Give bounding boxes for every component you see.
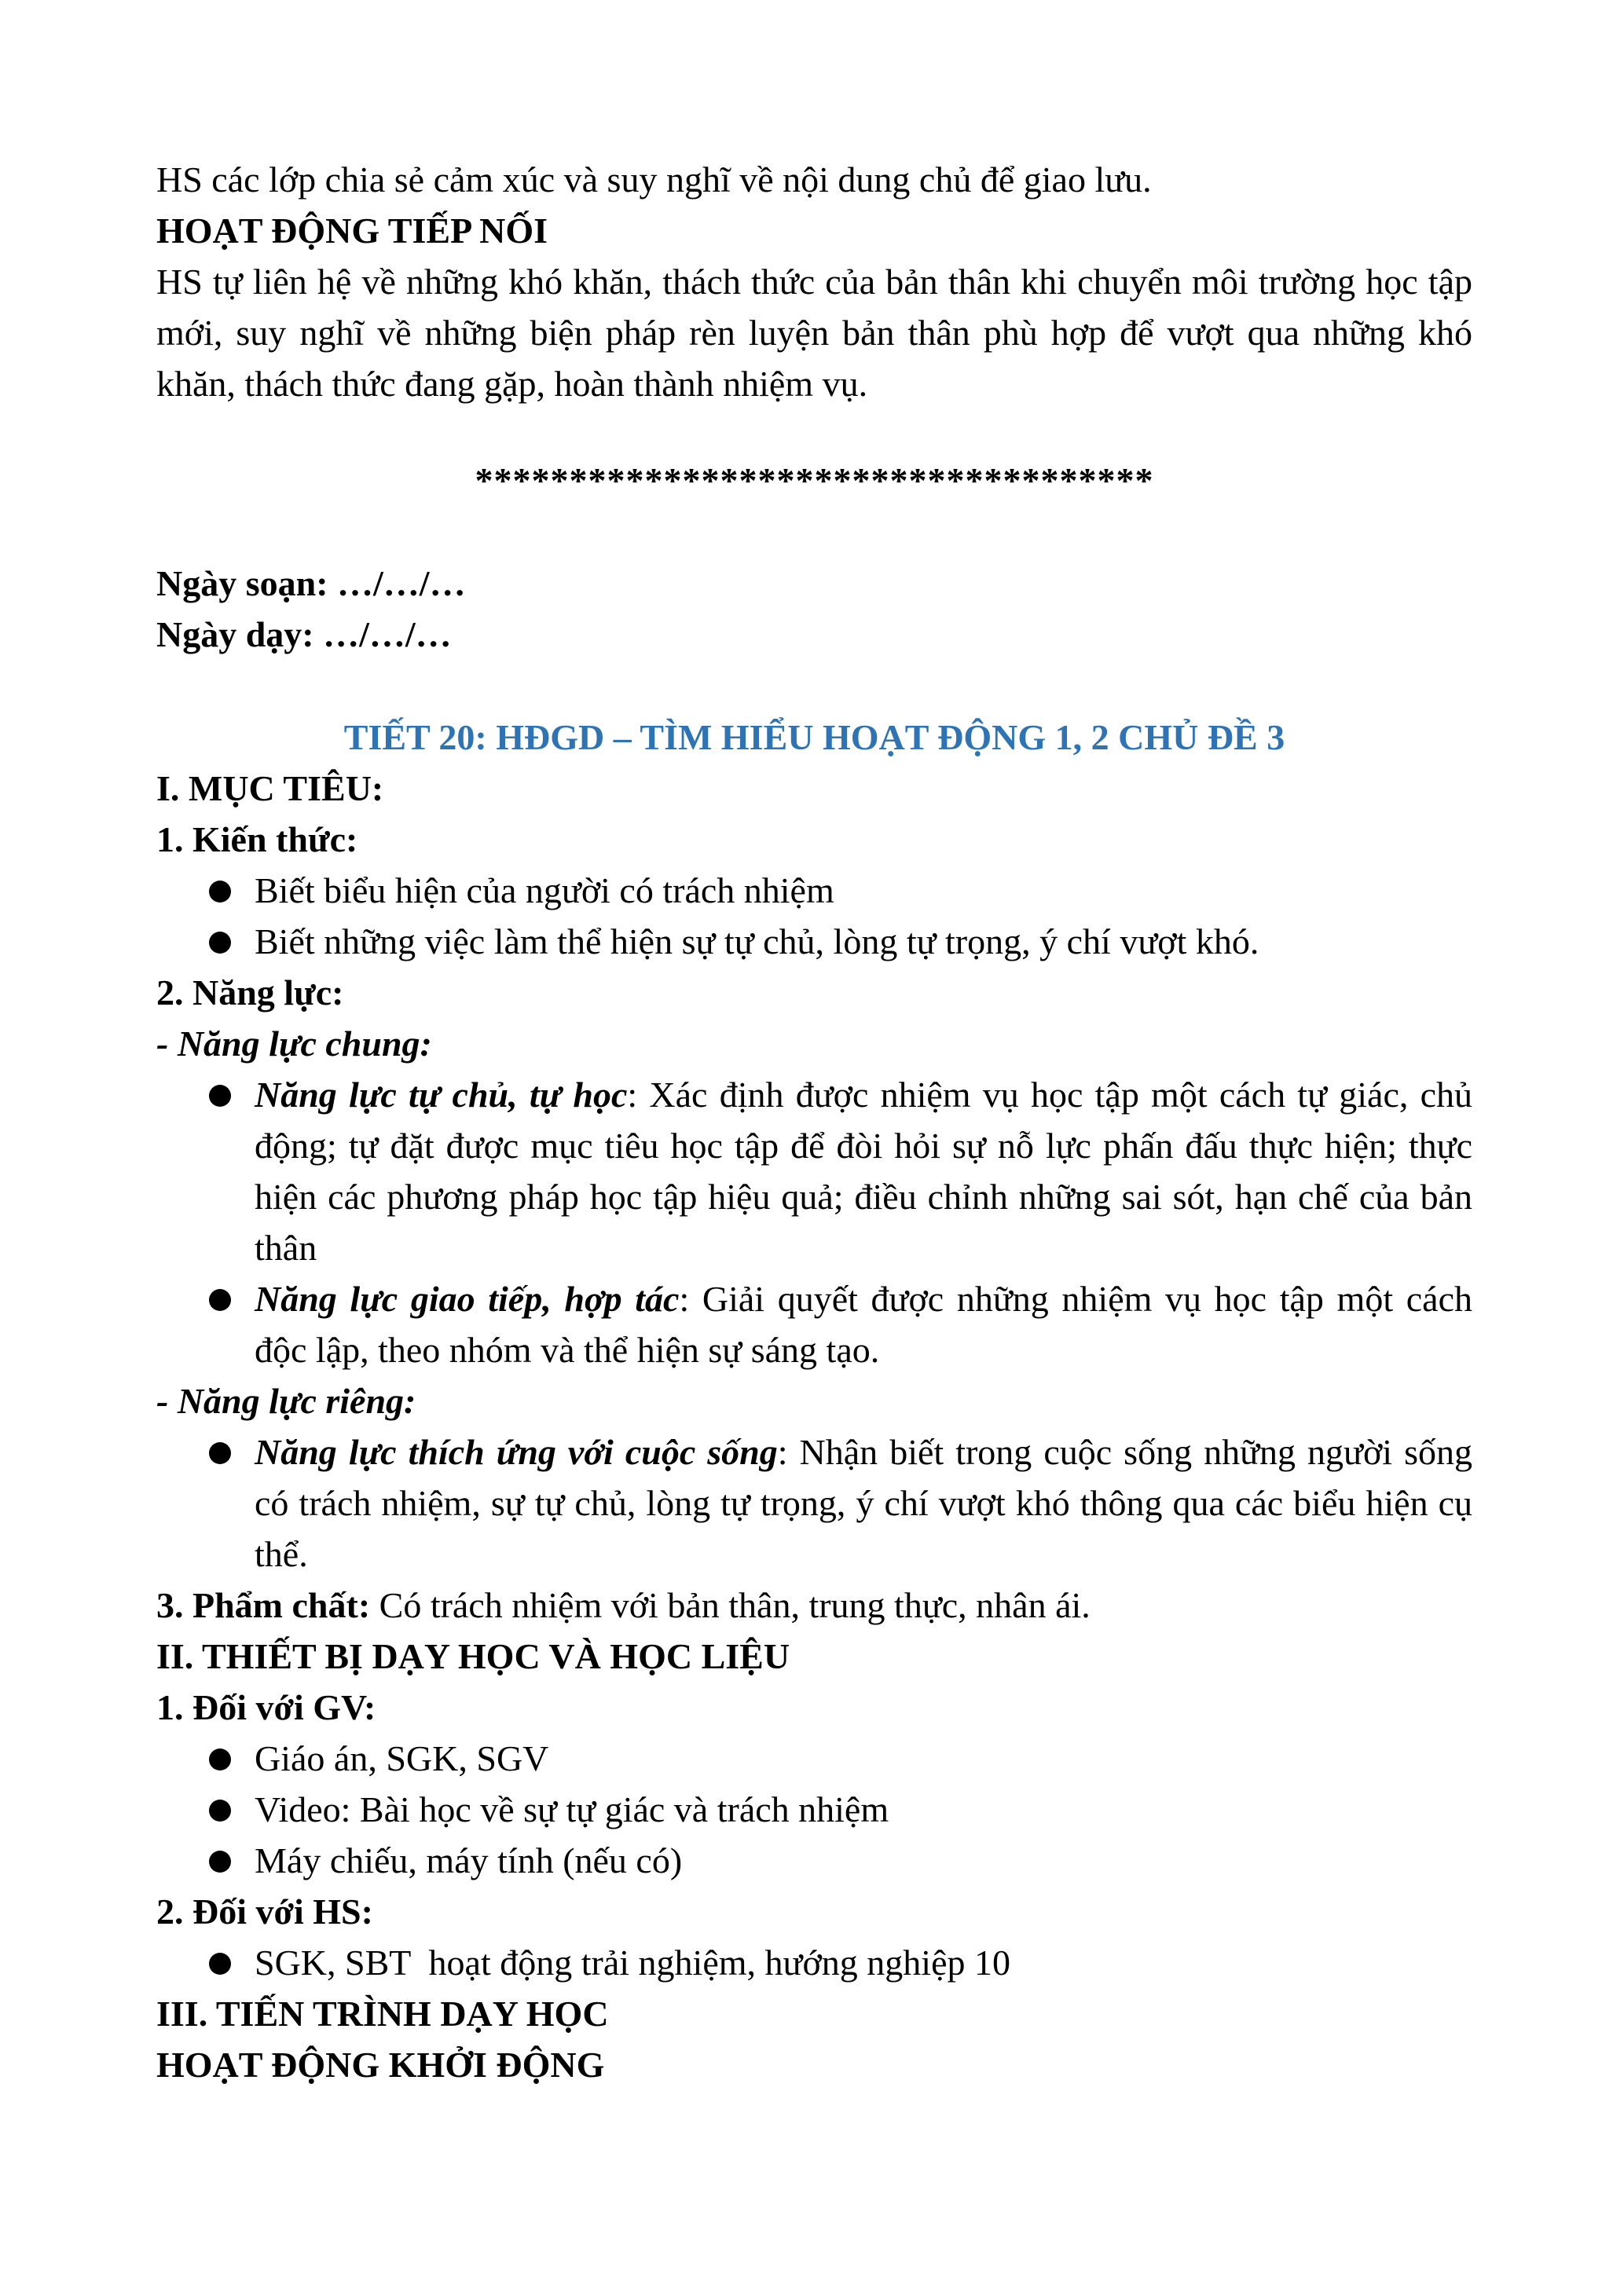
student-list xyxy=(156,1937,1472,1988)
separator-stars: ************************************ xyxy=(475,460,1154,500)
bullet-icon xyxy=(209,881,231,903)
specific-competence-list xyxy=(156,1426,1472,1580)
list-item: Biết những việc làm thể hiện sự tự chủ, lòng tự trọng, ý chí vượt khó. xyxy=(156,916,1472,967)
competence-term: Năng lực giao tiếp, hợp tác xyxy=(255,1279,680,1319)
general-competence-heading: - Năng lực chung: xyxy=(156,1023,432,1064)
competence-heading: 2. Năng lực: xyxy=(156,972,344,1013)
lesson-title: TIẾT 20: HĐGD – TÌM HIỂU HOẠT ĐỘNG 1, 2 CHỦ ĐỀ 3 xyxy=(343,717,1285,757)
list-item: Biết biểu hiện của người có trách nhiệm xyxy=(156,865,1472,916)
student-heading: 2. Đối với HS: xyxy=(156,1891,373,1932)
bullet-icon xyxy=(209,1800,231,1822)
competence-term: Năng lực thích ứng với cuộc sống xyxy=(255,1432,778,1472)
list-item: Video: Bài học về sự tự giác và trách nhiệm xyxy=(156,1784,1472,1835)
page-content xyxy=(156,154,1472,2090)
list-item: SGK, SBT hoạt động trải nghiệm, hướng nghiệp 10 xyxy=(156,1937,1472,1988)
bullet-icon xyxy=(209,1442,231,1464)
date-taught: Ngày dạy: …/…/… xyxy=(156,614,452,654)
bullet-icon xyxy=(209,1749,231,1771)
bullet-icon xyxy=(209,1851,231,1873)
knowledge-list xyxy=(156,865,1472,967)
bullet-icon xyxy=(209,932,231,954)
sharing-paragraph: HS các lớp chia sẻ cảm xúc và suy nghĩ về nội dung chủ để giao lưu. xyxy=(156,159,1152,200)
teacher-heading: 1. Đối với GV: xyxy=(156,1687,376,1727)
list-item: Giáo án, SGK, SGV xyxy=(156,1733,1472,1784)
objectives-heading: I. MỤC TIÊU: xyxy=(156,768,384,808)
bullet-icon xyxy=(209,1953,231,1975)
warmup-heading: HOẠT ĐỘNG KHỞI ĐỘNG xyxy=(156,2045,605,2085)
list-item: Năng lực giao tiếp, hợp tác: Giải quyết được những nhiệm vụ học tập một cách độc lập, theo nhóm và thể hiện sự sáng tạo. xyxy=(156,1273,1472,1375)
competence-term: Năng lực tự chủ, tự học xyxy=(255,1075,628,1115)
knowledge-heading: 1. Kiến thức: xyxy=(156,819,358,859)
specific-competence-heading: - Năng lực riêng: xyxy=(156,1381,416,1421)
bullet-icon xyxy=(209,1289,231,1311)
equipment-heading: II. THIẾT BỊ DẠY HỌC VÀ HỌC LIỆU xyxy=(156,1636,790,1676)
list-item: Máy chiếu, máy tính (nếu có) xyxy=(156,1835,1472,1886)
quality-paragraph: 3. Phẩm chất: Có trách nhiệm với bản thân, trung thực, nhân ái. xyxy=(156,1585,1091,1625)
bullet-icon xyxy=(209,1085,231,1107)
process-heading: III. TIẾN TRÌNH DẠY HỌC xyxy=(156,1994,609,2034)
teacher-list xyxy=(156,1733,1472,1886)
followup-heading: HOẠT ĐỘNG TIẾP NỐI xyxy=(156,211,548,251)
general-competence-list xyxy=(156,1069,1472,1375)
quality-label: 3. Phẩm chất: xyxy=(156,1585,371,1625)
followup-paragraph: HS tự liên hệ về những khó khăn, thách thức của bản thân khi chuyển môi trường học tập mới, suy nghĩ về những biện pháp rèn luyện bản thân phù hợp để vượt qua những khó khăn, thách thức đang gặp, hoàn thành nhiệm vụ. xyxy=(156,262,1472,404)
list-item: Năng lực thích ứng với cuộc sống: Nhận biết trong cuộc sống những người sống có trách nhiệm, sự tự chủ, lòng tự trọng, ý chí vượt khó thông qua các biểu hiện cụ thể. xyxy=(156,1426,1472,1580)
list-item: Năng lực tự chủ, tự học: Xác định được nhiệm vụ học tập một cách tự giác, chủ động; tự đặt được mục tiêu học tập để đòi hỏi sự nỗ lực phấn đấu thực hiện; thực hiện các phương pháp học tập hiệu quả; điều chỉnh những sai sót, hạn chế của bản thân xyxy=(156,1069,1472,1273)
date-prepared: Ngày soạn: …/…/… xyxy=(156,563,466,603)
